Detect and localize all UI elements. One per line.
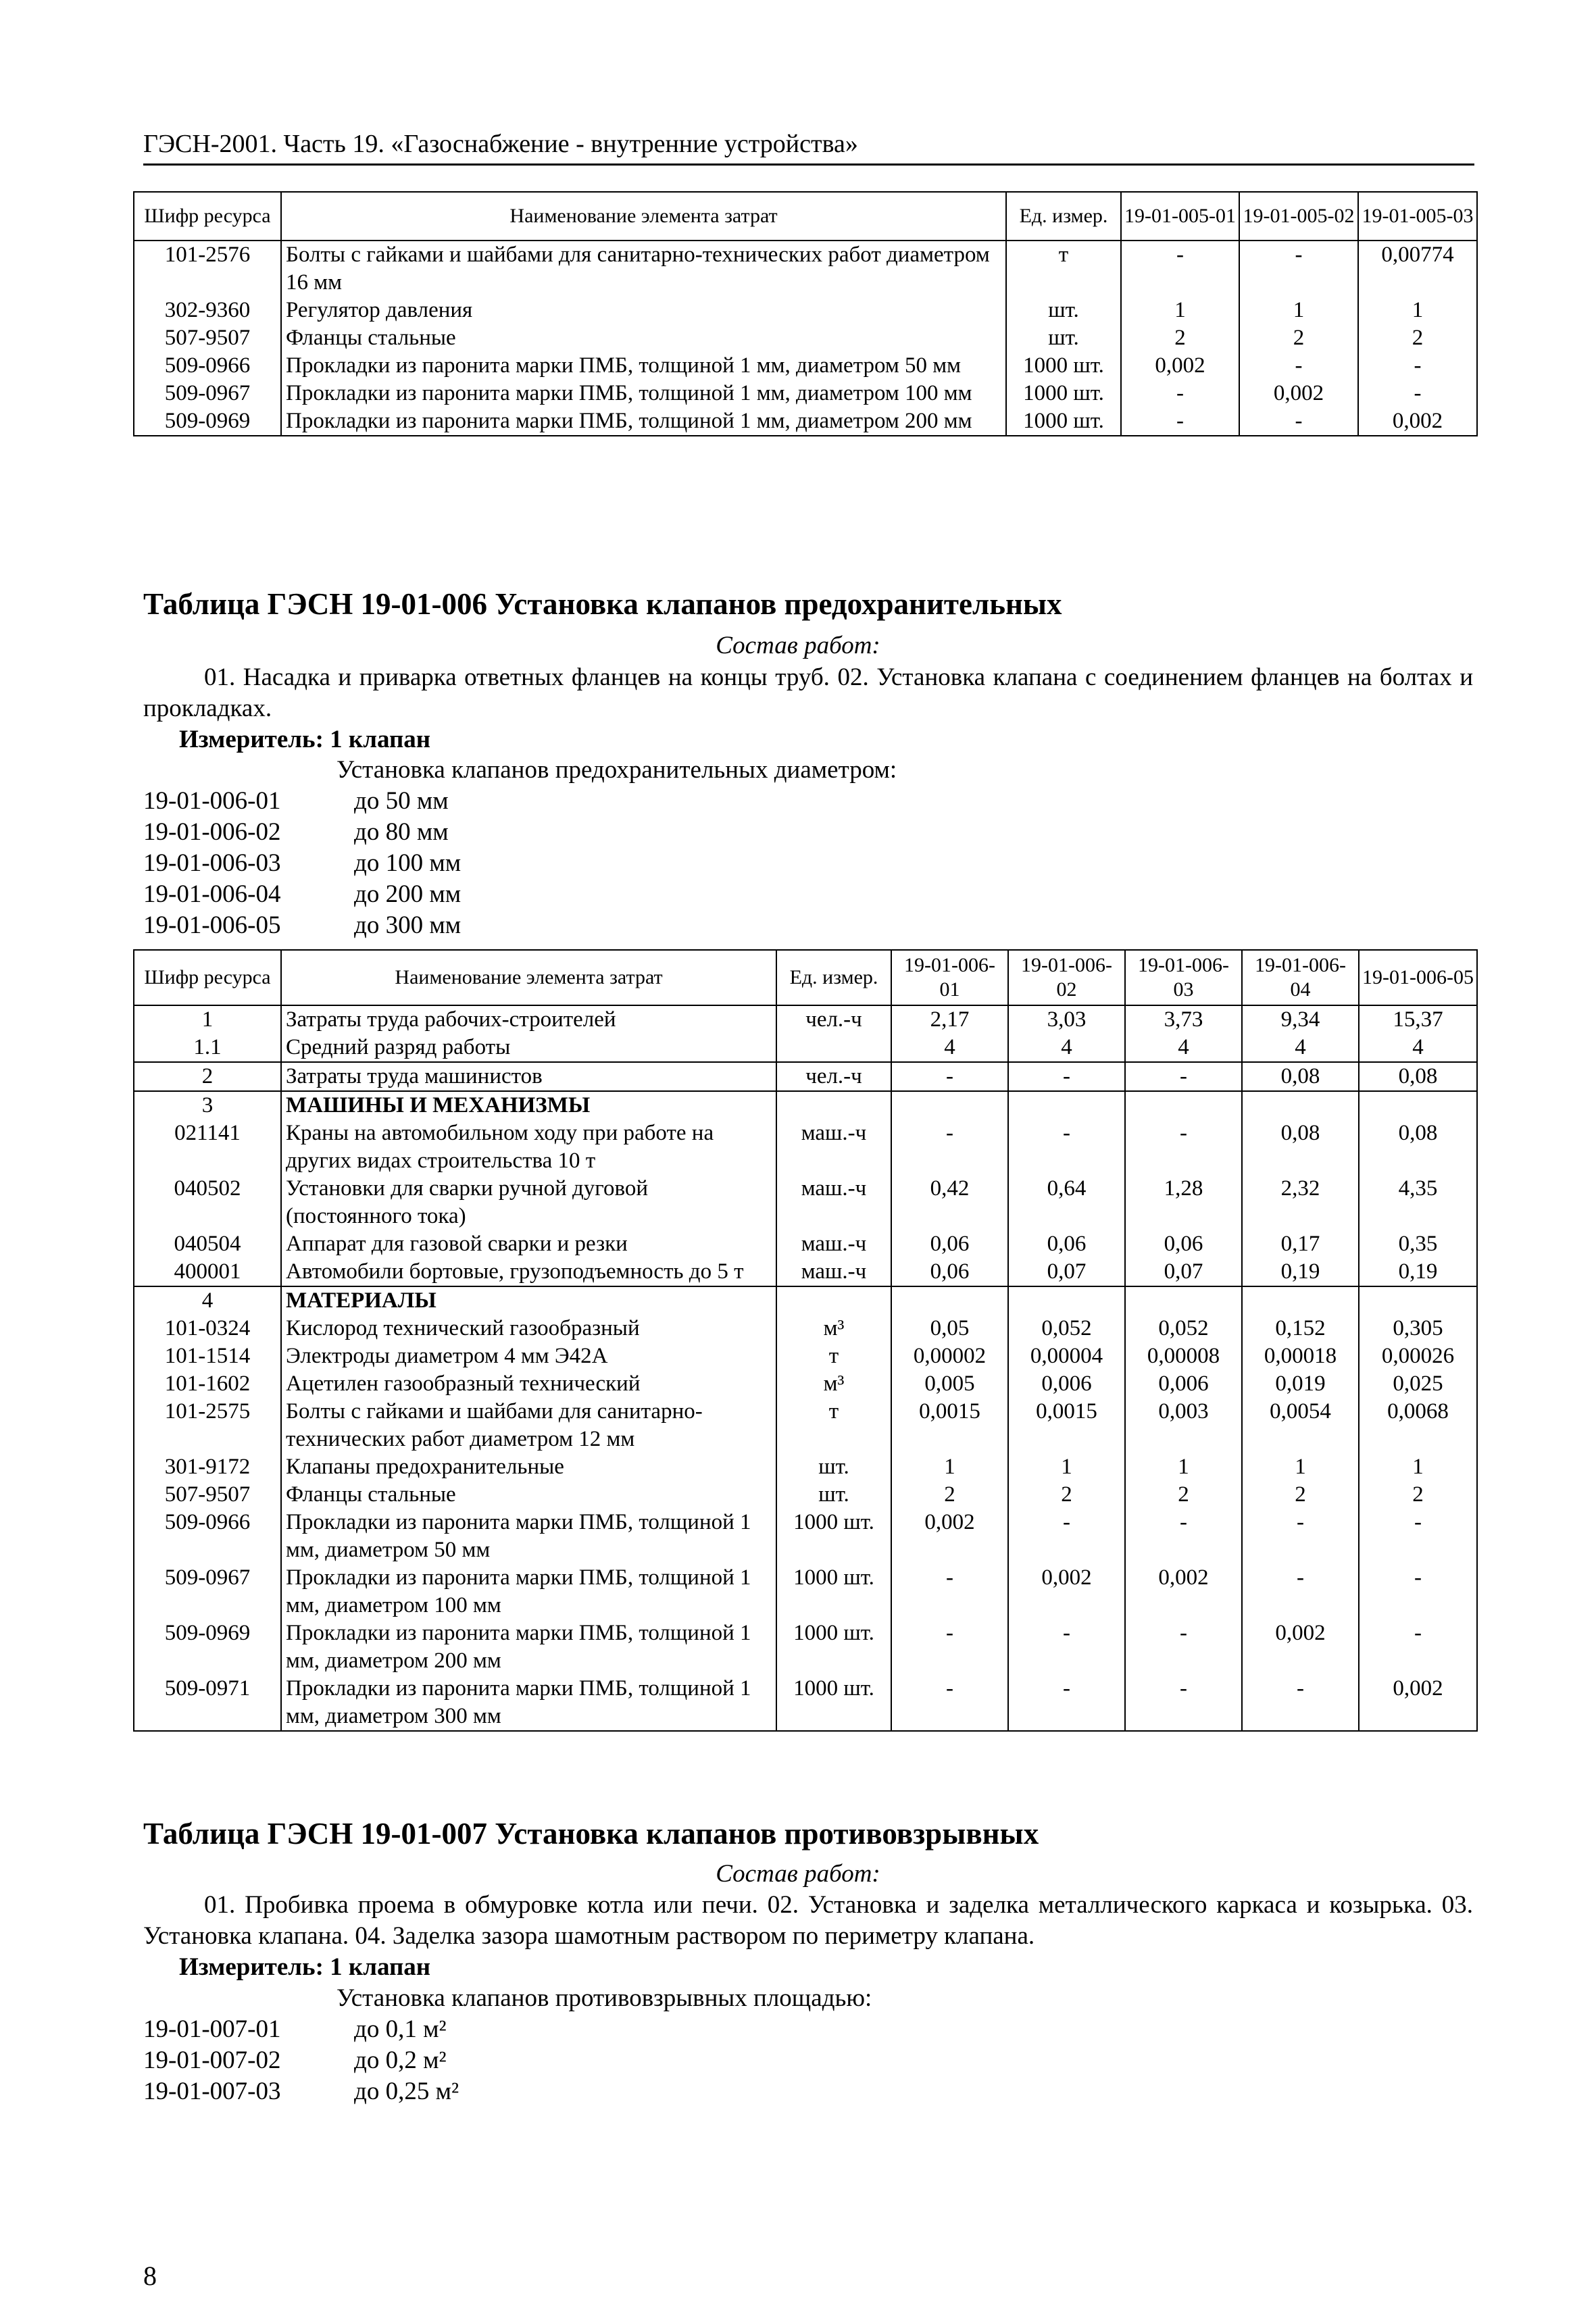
cell-value bbox=[1359, 1091, 1477, 1120]
header-norm-code: 19-01-005-01 bbox=[1121, 192, 1239, 241]
cell-unit: 1000 шт. bbox=[776, 1675, 891, 1731]
cell-value bbox=[1242, 1091, 1359, 1120]
cell-value: 0,08 bbox=[1242, 1062, 1359, 1091]
cell-value: - bbox=[891, 1062, 1008, 1091]
norm-code-item bbox=[143, 2045, 459, 2076]
cell-value: 4,35 bbox=[1359, 1175, 1477, 1230]
cell-value: 0,17 bbox=[1242, 1230, 1359, 1258]
norm-code-item bbox=[143, 786, 461, 817]
cell-value: 9,34 bbox=[1242, 1005, 1359, 1034]
cell-value: 1,28 bbox=[1125, 1175, 1242, 1230]
cell-value: 0,002 bbox=[1121, 352, 1239, 380]
cell-unit: маш.-ч bbox=[776, 1175, 891, 1230]
cell-value: 0,0015 bbox=[1008, 1398, 1125, 1453]
cell-value: - bbox=[891, 1564, 1008, 1619]
cell-unit: 1000 шт. bbox=[776, 1509, 891, 1564]
header-resource-code: Шифр ресурса bbox=[134, 950, 281, 1005]
table-row bbox=[134, 1315, 1477, 1342]
cell-value: 0,08 bbox=[1359, 1120, 1477, 1175]
cell-cost-element: МАТЕРИАЛЫ bbox=[281, 1286, 776, 1315]
table-row bbox=[134, 1120, 1477, 1175]
norm-code: 19-01-007-01 bbox=[143, 2015, 281, 2043]
cell-value: - bbox=[1358, 380, 1477, 407]
cell-value: 0,64 bbox=[1008, 1175, 1125, 1230]
cell-value: 0,002 bbox=[891, 1509, 1008, 1564]
cell-resource-code: 101-1602 bbox=[134, 1370, 281, 1398]
cell-value: 2 bbox=[1359, 1481, 1477, 1509]
cell-cost-element: Прокладки из паронита марки ПМБ, толщиной 1 мм, диаметром 100 мм bbox=[281, 380, 1006, 407]
cell-value bbox=[1359, 1286, 1477, 1315]
norm-code: 19-01-006-05 bbox=[143, 911, 281, 939]
table-row bbox=[134, 1005, 1477, 1034]
table-row bbox=[134, 352, 1477, 380]
cell-value: 0,052 bbox=[1008, 1315, 1125, 1342]
norm-desc: до 0,1 м² bbox=[354, 2015, 447, 2043]
norm-desc: до 300 мм bbox=[354, 911, 462, 939]
header-norm-code: 19-01-006-02 bbox=[1008, 950, 1125, 1005]
cell-cost-element: Электроды диаметром 4 мм Э42А bbox=[281, 1342, 776, 1370]
cell-value: - bbox=[1242, 1564, 1359, 1619]
table-row bbox=[134, 1175, 1477, 1230]
cell-value: 0,002 bbox=[1125, 1564, 1242, 1619]
norm-code: 19-01-007-02 bbox=[143, 2046, 281, 2074]
cell-value: 1 bbox=[1125, 1453, 1242, 1481]
cell-value: 1 bbox=[1358, 297, 1477, 324]
cell-unit: 1000 шт. bbox=[776, 1619, 891, 1675]
cell-value: - bbox=[1008, 1509, 1125, 1564]
cell-unit: т bbox=[776, 1398, 891, 1453]
norm-code: 19-01-007-03 bbox=[143, 2078, 281, 2105]
cell-value: - bbox=[1121, 380, 1239, 407]
cell-value: 0,002 bbox=[1008, 1564, 1125, 1619]
cell-resource-code: 400001 bbox=[134, 1258, 281, 1286]
cell-value: - bbox=[1125, 1062, 1242, 1091]
norm-code-item bbox=[143, 848, 461, 879]
cell-cost-element: Регулятор давления bbox=[281, 297, 1006, 324]
table-row bbox=[134, 1286, 1477, 1315]
resource-table-006 bbox=[133, 949, 1478, 1732]
cell-unit: 1000 шт. bbox=[1006, 352, 1121, 380]
cell-resource-code: 509-0966 bbox=[134, 352, 281, 380]
cell-value: 4 bbox=[891, 1034, 1008, 1062]
cell-resource-code: 509-0969 bbox=[134, 407, 281, 436]
cell-value: 0,19 bbox=[1242, 1258, 1359, 1286]
cell-unit bbox=[776, 1091, 891, 1120]
cell-value: 4 bbox=[1359, 1034, 1477, 1062]
cell-value: 0,006 bbox=[1125, 1370, 1242, 1398]
cell-value: 0,305 bbox=[1359, 1315, 1477, 1342]
cell-value: 1 bbox=[1359, 1453, 1477, 1481]
norm-code-item bbox=[143, 2014, 459, 2045]
work-composition-text-006: 01. Насадка и приварка ответных фланцев на концы труб. 02. Установка клапана с соединением фланцев на болтах и прокладках. bbox=[143, 663, 1473, 722]
cell-unit: м³ bbox=[776, 1370, 891, 1398]
cell-value: 0,019 bbox=[1242, 1370, 1359, 1398]
cell-value: 0,003 bbox=[1125, 1398, 1242, 1453]
cell-cost-element: Затраты труда рабочих-строителей bbox=[281, 1005, 776, 1034]
cell-value: 1 bbox=[1121, 297, 1239, 324]
cell-value bbox=[1125, 1091, 1242, 1120]
work-composition-label-006: Состав работ: bbox=[716, 632, 880, 659]
cell-value: 0,19 bbox=[1359, 1258, 1477, 1286]
cell-value: 0,00026 bbox=[1359, 1342, 1477, 1370]
norm-code: 19-01-006-02 bbox=[143, 818, 281, 846]
cell-resource-code: 040502 bbox=[134, 1175, 281, 1230]
cell-value: 1 bbox=[891, 1453, 1008, 1481]
cell-resource-code: 507-9507 bbox=[134, 1481, 281, 1509]
cell-value: 1 bbox=[1008, 1453, 1125, 1481]
cell-cost-element: Затраты труда машинистов bbox=[281, 1062, 776, 1091]
cell-unit: шт. bbox=[1006, 324, 1121, 352]
cell-value: 2 bbox=[1358, 324, 1477, 352]
cell-cost-element: Кислород технический газообразный bbox=[281, 1315, 776, 1342]
cell-value: - bbox=[1359, 1619, 1477, 1675]
cell-resource-code: 509-0967 bbox=[134, 380, 281, 407]
cell-value: 0,0054 bbox=[1242, 1398, 1359, 1453]
cell-value: 0,00774 bbox=[1358, 241, 1477, 297]
norm-desc: до 0,25 м² bbox=[354, 2078, 459, 2105]
cell-value: 2,17 bbox=[891, 1005, 1008, 1034]
cell-value bbox=[891, 1286, 1008, 1315]
cell-value: 2 bbox=[891, 1481, 1008, 1509]
cell-value: 0,002 bbox=[1239, 380, 1358, 407]
cell-value: - bbox=[1121, 241, 1239, 297]
cell-value: - bbox=[1242, 1675, 1359, 1731]
cell-value: 0,002 bbox=[1242, 1619, 1359, 1675]
table-row bbox=[134, 1619, 1477, 1675]
cell-cost-element: Прокладки из паронита марки ПМБ, толщиной 1 мм, диаметром 100 мм bbox=[281, 1564, 776, 1619]
cell-value: 0,00018 bbox=[1242, 1342, 1359, 1370]
cell-value: 2 bbox=[1125, 1481, 1242, 1509]
cell-resource-code: 509-0969 bbox=[134, 1619, 281, 1675]
cell-unit: маш.-ч bbox=[776, 1230, 891, 1258]
meter-007: Измеритель: 1 клапан bbox=[179, 1953, 431, 1981]
cell-unit: маш.-ч bbox=[776, 1258, 891, 1286]
cell-value: 0,06 bbox=[891, 1230, 1008, 1258]
cell-cost-element: Фланцы стальные bbox=[281, 1481, 776, 1509]
table-row bbox=[134, 297, 1477, 324]
cell-value: - bbox=[1125, 1509, 1242, 1564]
cell-cost-element: Фланцы стальные bbox=[281, 324, 1006, 352]
cell-unit: 1000 шт. bbox=[1006, 380, 1121, 407]
cell-value: - bbox=[891, 1120, 1008, 1175]
header-norm-code: 19-01-006-01 bbox=[891, 950, 1008, 1005]
cell-cost-element: Прокладки из паронита марки ПМБ, толщиной 1 мм, диаметром 200 мм bbox=[281, 407, 1006, 436]
cell-unit bbox=[776, 1034, 891, 1062]
cell-value: 2 bbox=[1239, 324, 1358, 352]
cell-value: 0,07 bbox=[1008, 1258, 1125, 1286]
cell-value: - bbox=[1359, 1564, 1477, 1619]
work-composition-text-007: 01. Пробивка проема в обмуровке котла или печи. 02. Установка и заделка металлического каркаса и козырька. 03. Установка клапана. 04. Заделка зазора шамотным раствором по периметру клапана. bbox=[143, 1891, 1473, 1950]
cell-resource-code: 509-0967 bbox=[134, 1564, 281, 1619]
cell-value: - bbox=[1359, 1509, 1477, 1564]
cell-value: - bbox=[1121, 407, 1239, 436]
norm-code-item bbox=[143, 2076, 459, 2107]
cell-cost-element: Установки для сварки ручной дуговой (постоянного тока) bbox=[281, 1175, 776, 1230]
cell-value: - bbox=[1239, 352, 1358, 380]
cell-value: 0,002 bbox=[1358, 407, 1477, 436]
norm-code-item bbox=[143, 879, 461, 910]
table-row bbox=[134, 1034, 1477, 1062]
cell-unit: шт. bbox=[776, 1453, 891, 1481]
norm-code: 19-01-006-04 bbox=[143, 880, 281, 908]
cell-value: 0,006 bbox=[1008, 1370, 1125, 1398]
cell-value: 4 bbox=[1008, 1034, 1125, 1062]
cell-value: 0,05 bbox=[891, 1315, 1008, 1342]
cell-value bbox=[1125, 1286, 1242, 1315]
cell-value: 3,03 bbox=[1008, 1005, 1125, 1034]
cell-value: 0,07 bbox=[1125, 1258, 1242, 1286]
cell-value: 2 bbox=[1242, 1481, 1359, 1509]
cell-value: 4 bbox=[1125, 1034, 1242, 1062]
cell-unit: шт. bbox=[1006, 297, 1121, 324]
table-row bbox=[134, 1453, 1477, 1481]
cell-value: 0,052 bbox=[1125, 1315, 1242, 1342]
cell-cost-element: Средний разряд работы bbox=[281, 1034, 776, 1062]
cell-value: 2 bbox=[1121, 324, 1239, 352]
header-cost-element: Наименование элемента затрат bbox=[281, 950, 776, 1005]
table-row bbox=[134, 1398, 1477, 1453]
cell-value: 0,025 bbox=[1359, 1370, 1477, 1398]
cell-cost-element: Прокладки из паронита марки ПМБ, толщиной 1 мм, диаметром 50 мм bbox=[281, 352, 1006, 380]
cell-value: - bbox=[1239, 241, 1358, 297]
header-norm-code: 19-01-006-05 bbox=[1359, 950, 1477, 1005]
cell-cost-element: Аппарат для газовой сварки и резки bbox=[281, 1230, 776, 1258]
cell-resource-code: 509-0971 bbox=[134, 1675, 281, 1731]
norm-code-item bbox=[143, 910, 461, 941]
cell-cost-element: Болты с гайками и шайбами для санитарно-технических работ диаметром 12 мм bbox=[281, 1398, 776, 1453]
table-row bbox=[134, 241, 1477, 297]
norm-desc: до 50 мм bbox=[354, 787, 449, 815]
cell-value: 0,06 bbox=[1008, 1230, 1125, 1258]
cell-value: 0,005 bbox=[891, 1370, 1008, 1398]
cell-unit: т bbox=[776, 1342, 891, 1370]
norms-intro-007: Установка клапанов противовзрывных площадью: bbox=[336, 1984, 872, 2012]
cell-unit: 1000 шт. bbox=[1006, 407, 1121, 436]
cell-resource-code: 507-9507 bbox=[134, 324, 281, 352]
table-row bbox=[134, 1342, 1477, 1370]
cell-unit: чел.-ч bbox=[776, 1062, 891, 1091]
cell-value: - bbox=[891, 1675, 1008, 1731]
cell-cost-element: Клапаны предохранительные bbox=[281, 1453, 776, 1481]
work-composition-label-007: Состав работ: bbox=[716, 1860, 880, 1888]
norm-desc: до 200 мм bbox=[354, 880, 462, 908]
table-row bbox=[134, 324, 1477, 352]
cell-value: 1 bbox=[1242, 1453, 1359, 1481]
cell-value: 0,06 bbox=[1125, 1230, 1242, 1258]
cell-value: 0,42 bbox=[891, 1175, 1008, 1230]
table-row bbox=[134, 380, 1477, 407]
cell-cost-element: Автомобили бортовые, грузоподъемность до 5 т bbox=[281, 1258, 776, 1286]
norm-desc: до 100 мм bbox=[354, 849, 462, 877]
table-row bbox=[134, 1370, 1477, 1398]
cell-value: 2,32 bbox=[1242, 1175, 1359, 1230]
header-norm-code: 19-01-006-04 bbox=[1242, 950, 1359, 1005]
table-row bbox=[134, 407, 1477, 436]
norm-code: 19-01-006-03 bbox=[143, 849, 281, 877]
cell-cost-element: Прокладки из паронита марки ПМБ, толщиной 1 мм, диаметром 200 мм bbox=[281, 1619, 776, 1675]
norm-code-list-006 bbox=[143, 786, 461, 941]
cell-value: - bbox=[1008, 1062, 1125, 1091]
cell-value: 0,00002 bbox=[891, 1342, 1008, 1370]
cell-resource-code: 1 bbox=[134, 1005, 281, 1034]
table-row bbox=[134, 1062, 1477, 1091]
cell-value: - bbox=[1008, 1619, 1125, 1675]
table-row bbox=[134, 1230, 1477, 1258]
cell-value: 1 bbox=[1239, 297, 1358, 324]
table-row bbox=[134, 1675, 1477, 1731]
cell-resource-code: 101-0324 bbox=[134, 1315, 281, 1342]
cell-value bbox=[891, 1091, 1008, 1120]
cell-resource-code: 302-9360 bbox=[134, 297, 281, 324]
cell-value: 2 bbox=[1008, 1481, 1125, 1509]
cell-value: - bbox=[1008, 1675, 1125, 1731]
cell-unit: маш.-ч bbox=[776, 1120, 891, 1175]
table-row bbox=[134, 1481, 1477, 1509]
cell-resource-code: 101-1514 bbox=[134, 1342, 281, 1370]
cell-value: - bbox=[1125, 1675, 1242, 1731]
page-number: 8 bbox=[143, 2261, 157, 2291]
cell-value bbox=[1008, 1286, 1125, 1315]
cell-value: - bbox=[1125, 1120, 1242, 1175]
cell-resource-code: 4 bbox=[134, 1286, 281, 1315]
header-cost-element: Наименование элемента затрат bbox=[281, 192, 1006, 241]
header-norm-code: 19-01-005-02 bbox=[1239, 192, 1358, 241]
cell-resource-code: 3 bbox=[134, 1091, 281, 1120]
cell-unit: шт. bbox=[776, 1481, 891, 1509]
cell-resource-code: 101-2576 bbox=[134, 241, 281, 297]
cell-unit: чел.-ч bbox=[776, 1005, 891, 1034]
cell-value: 0,08 bbox=[1359, 1062, 1477, 1091]
cell-value: - bbox=[1358, 352, 1477, 380]
norm-code-item bbox=[143, 817, 461, 848]
cell-value: 4 bbox=[1242, 1034, 1359, 1062]
cell-unit: 1000 шт. bbox=[776, 1564, 891, 1619]
cell-unit: т bbox=[1006, 241, 1121, 297]
cell-value: 3,73 bbox=[1125, 1005, 1242, 1034]
running-head: ГЭСН-2001. Часть 19. «Газоснабжение - внутренние устройства» bbox=[143, 127, 1474, 166]
table-row bbox=[134, 1509, 1477, 1564]
cell-value: - bbox=[1242, 1509, 1359, 1564]
header-unit: Ед. измер. bbox=[1006, 192, 1121, 241]
resource-table-005 bbox=[133, 191, 1478, 436]
cell-value: 0,00004 bbox=[1008, 1342, 1125, 1370]
cell-resource-code: 2 bbox=[134, 1062, 281, 1091]
cell-resource-code: 040504 bbox=[134, 1230, 281, 1258]
table-row bbox=[134, 1564, 1477, 1619]
cell-cost-element: Прокладки из паронита марки ПМБ, толщиной 1 мм, диаметром 300 мм bbox=[281, 1675, 776, 1731]
norm-code: 19-01-006-01 bbox=[143, 787, 281, 815]
header-norm-code: 19-01-006-03 bbox=[1125, 950, 1242, 1005]
table-row bbox=[134, 1258, 1477, 1286]
cell-cost-element: МАШИНЫ И МЕХАНИЗМЫ bbox=[281, 1091, 776, 1120]
cell-value: 0,08 bbox=[1242, 1120, 1359, 1175]
cell-value bbox=[1242, 1286, 1359, 1315]
cell-cost-element: Краны на автомобильном ходу при работе на других видах строительства 10 т bbox=[281, 1120, 776, 1175]
cell-value: 0,35 bbox=[1359, 1230, 1477, 1258]
cell-cost-element: Прокладки из паронита марки ПМБ, толщиной 1 мм, диаметром 50 мм bbox=[281, 1509, 776, 1564]
cell-value bbox=[1008, 1091, 1125, 1120]
cell-value: 0,00008 bbox=[1125, 1342, 1242, 1370]
cell-unit: м³ bbox=[776, 1315, 891, 1342]
norms-intro-006: Установка клапанов предохранительных диаметром: bbox=[336, 756, 897, 784]
cell-resource-code: 1.1 bbox=[134, 1034, 281, 1062]
cell-value: - bbox=[1239, 407, 1358, 436]
cell-value: - bbox=[1008, 1120, 1125, 1175]
cell-value: 0,0015 bbox=[891, 1398, 1008, 1453]
cell-unit bbox=[776, 1286, 891, 1315]
header-resource-code: Шифр ресурса bbox=[134, 192, 281, 241]
cell-resource-code: 301-9172 bbox=[134, 1453, 281, 1481]
cell-resource-code: 021141 bbox=[134, 1120, 281, 1175]
cell-cost-element: Болты с гайками и шайбами для санитарно-технических работ диаметром 16 мм bbox=[281, 241, 1006, 297]
header-norm-code: 19-01-005-03 bbox=[1358, 192, 1477, 241]
cell-value: - bbox=[1125, 1619, 1242, 1675]
cell-value: 0,152 bbox=[1242, 1315, 1359, 1342]
cell-value: 15,37 bbox=[1359, 1005, 1477, 1034]
norm-desc: до 80 мм bbox=[354, 818, 449, 846]
section-title-006: Таблица ГЭСН 19-01-006 Установка клапанов предохранительных bbox=[143, 587, 1062, 621]
norm-code-list-007 bbox=[143, 2014, 459, 2107]
meter-006: Измеритель: 1 клапан bbox=[179, 726, 431, 753]
section-title-007: Таблица ГЭСН 19-01-007 Установка клапанов противовзрывных bbox=[143, 1817, 1039, 1851]
cell-resource-code: 509-0966 bbox=[134, 1509, 281, 1564]
cell-value: - bbox=[891, 1619, 1008, 1675]
cell-resource-code: 101-2575 bbox=[134, 1398, 281, 1453]
cell-value: 0,0068 bbox=[1359, 1398, 1477, 1453]
header-unit: Ед. измер. bbox=[776, 950, 891, 1005]
cell-cost-element: Ацетилен газообразный технический bbox=[281, 1370, 776, 1398]
cell-value: 0,002 bbox=[1359, 1675, 1477, 1731]
table-row bbox=[134, 1091, 1477, 1120]
norm-desc: до 0,2 м² bbox=[354, 2046, 447, 2074]
cell-value: 0,06 bbox=[891, 1258, 1008, 1286]
